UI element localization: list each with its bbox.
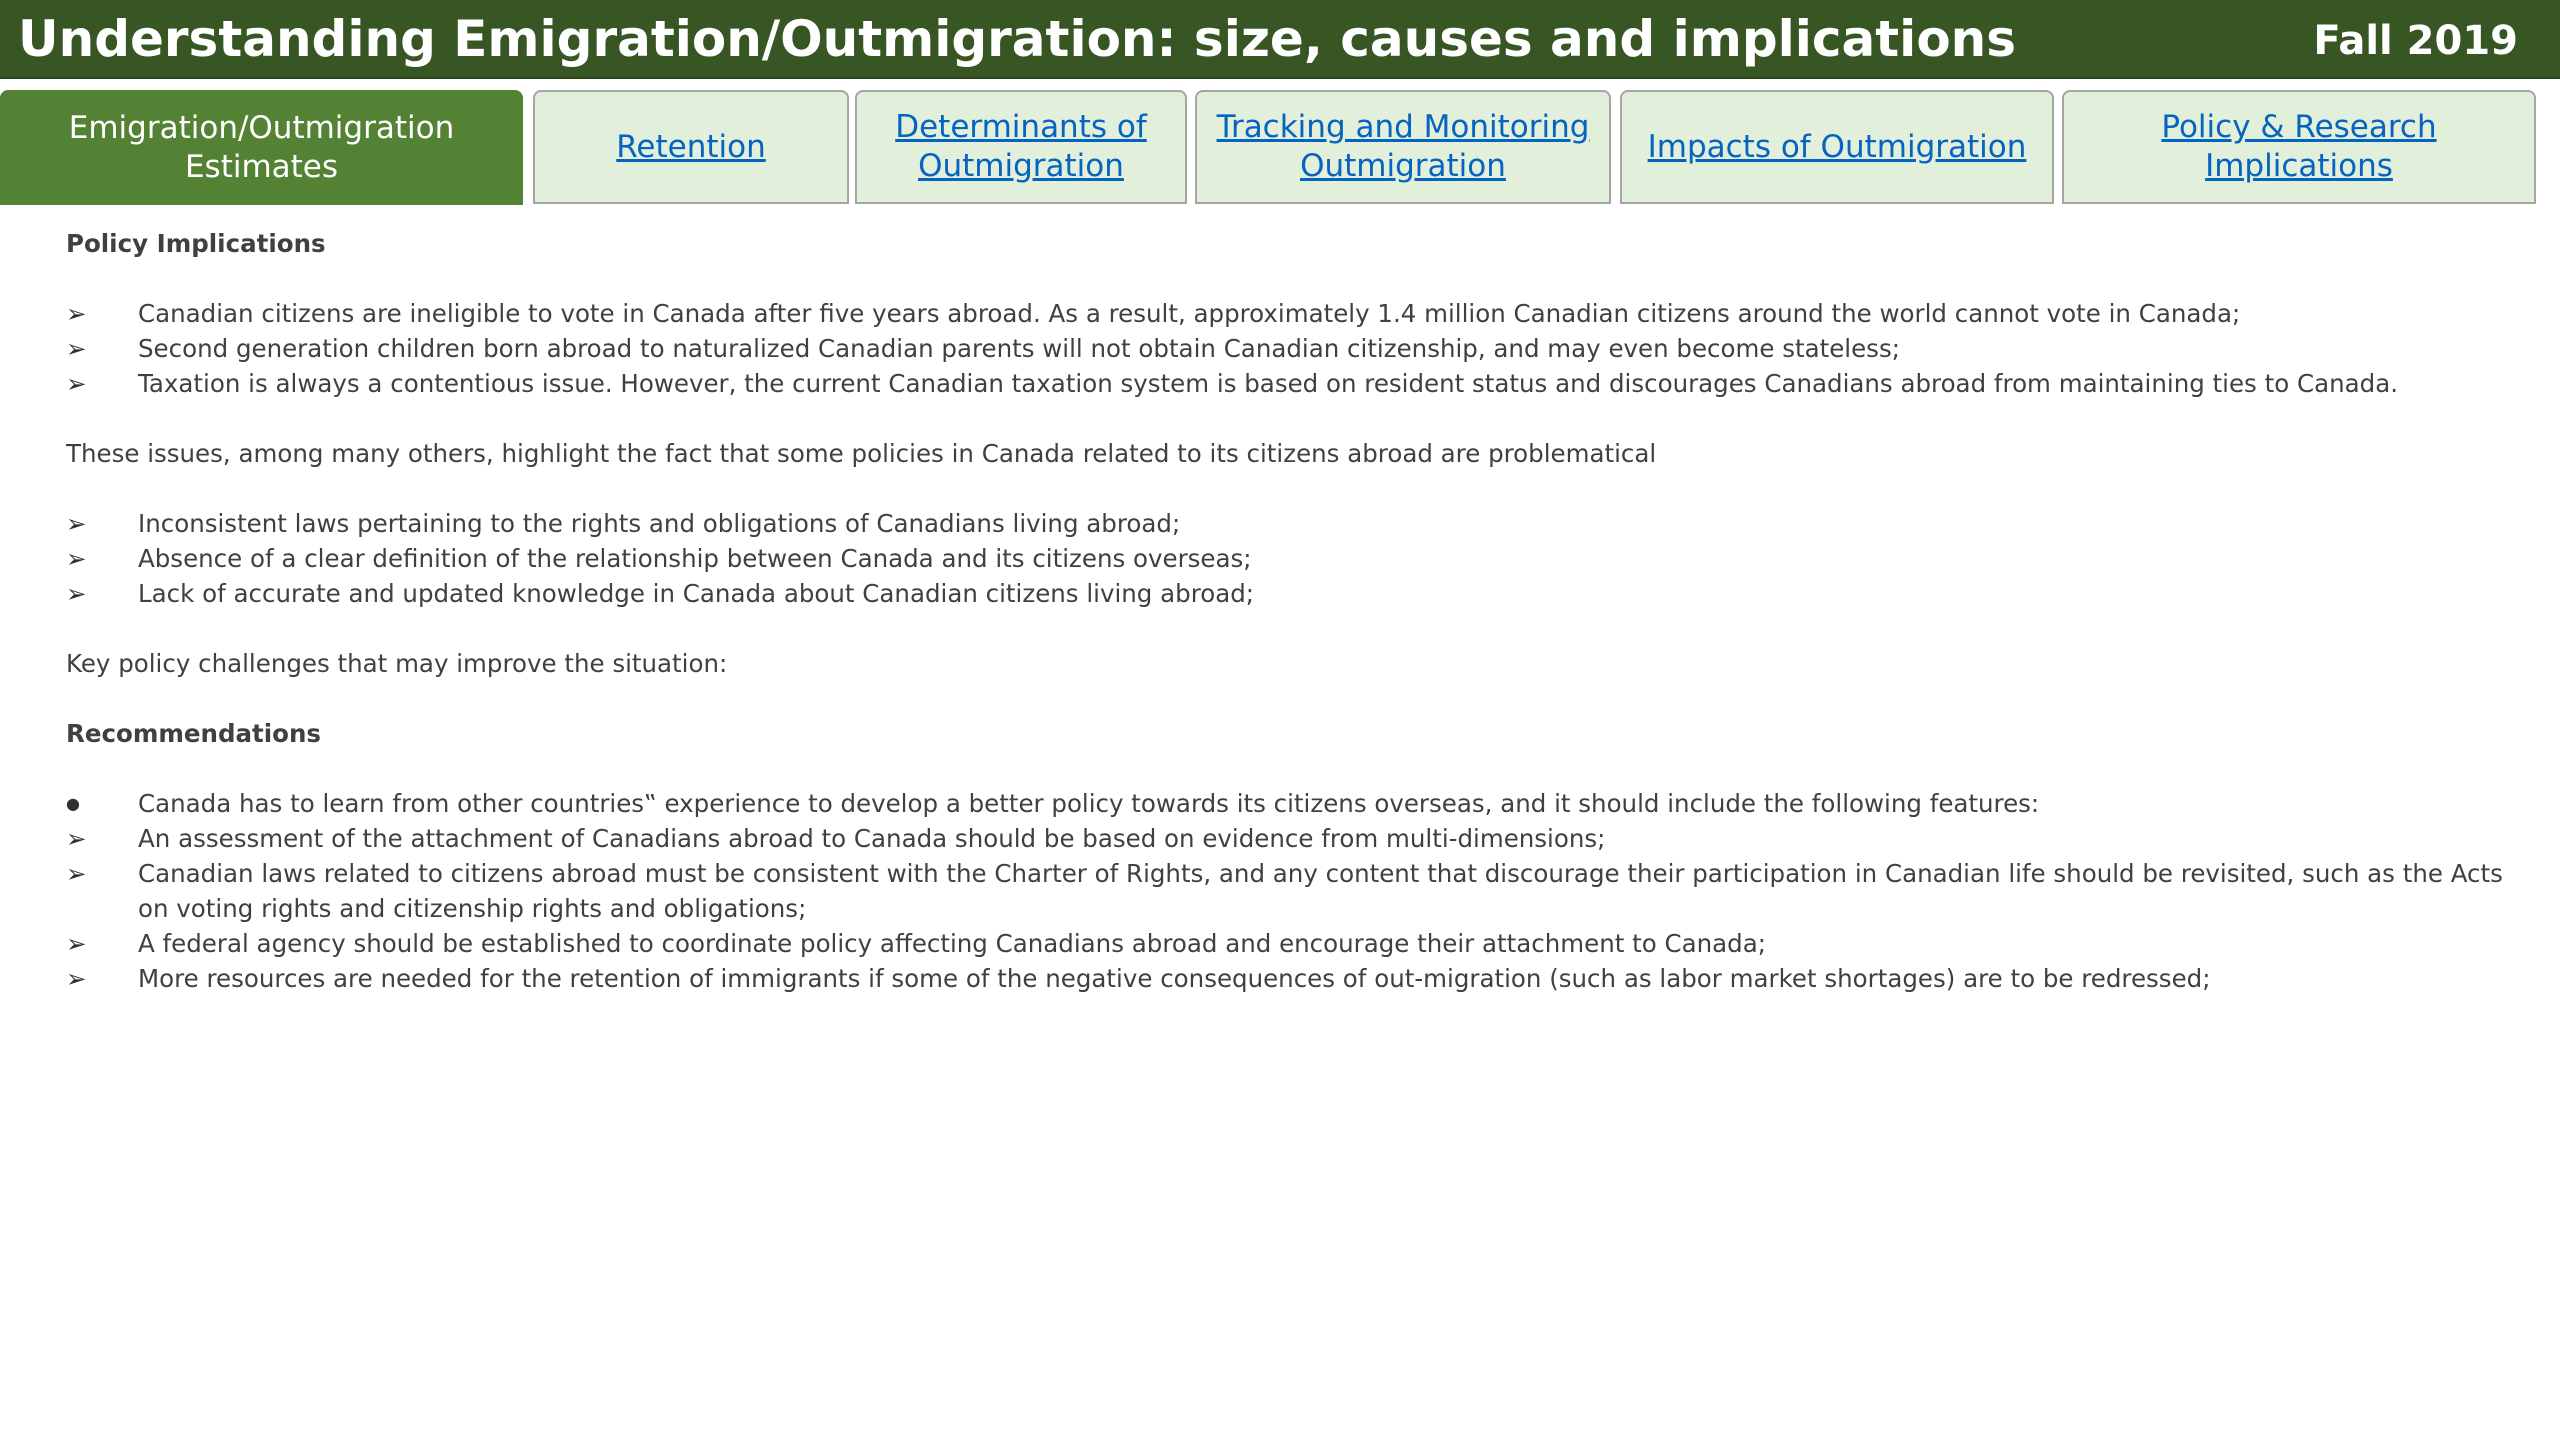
list-item bbox=[66, 366, 2536, 401]
recommendations-bullet-list bbox=[66, 786, 2536, 996]
policy-bullet-list bbox=[66, 296, 2536, 401]
list-item bbox=[66, 821, 2536, 856]
issues-paragraph: These issues, among many others, highlight the fact that some policies in Canada related to its citizens abroad are problematical bbox=[66, 439, 1657, 468]
list-item-text: More resources are needed for the retention of immigrants if some of the negative consequences of out-migration (such as labor market shortages) are to be redressed; bbox=[138, 964, 2211, 993]
page-title: Understanding Emigration/Outmigration: size, causes and implications bbox=[18, 10, 2017, 68]
list-item-text: Second generation children born abroad to naturalized Canadian parents will not obtain Canadian citizenship, and may even become stateless; bbox=[138, 334, 1900, 363]
arrow-bullet-icon: ➢ bbox=[66, 824, 87, 853]
list-item bbox=[66, 506, 2536, 541]
tab-retention[interactable] bbox=[533, 90, 849, 204]
main-content bbox=[66, 226, 2536, 996]
list-item bbox=[66, 331, 2536, 366]
list-item bbox=[66, 786, 2536, 821]
list-item-text: A federal agency should be established to coordinate policy affecting Canadians abroad and encourage their attachment to Canada; bbox=[138, 929, 1767, 958]
tab-label: Retention bbox=[616, 128, 766, 165]
list-item-text: Absence of a clear definition of the relationship between Canada and its citizens overseas; bbox=[138, 544, 1252, 573]
list-item-text: Lack of accurate and updated knowledge in Canada about Canadian citizens living abroad; bbox=[138, 579, 1255, 608]
page-date: Fall 2019 bbox=[2313, 18, 2518, 64]
list-item bbox=[66, 856, 2536, 926]
arrow-bullet-icon: ➢ bbox=[66, 509, 87, 538]
tab-label: Emigration/Outmigration Estimates bbox=[68, 109, 455, 185]
page-header bbox=[0, 0, 2560, 79]
tab-label: Tracking and Monitoring Outmigration bbox=[1216, 109, 1590, 184]
tab-tracking-monitoring[interactable] bbox=[1195, 90, 1611, 204]
list-item-text: Canada has to learn from other countries‟ experience to develop a better policy towards its citizens overseas, and it should include the following features: bbox=[138, 789, 2040, 818]
challenges-paragraph: Key policy challenges that may improve the situation: bbox=[66, 649, 728, 678]
list-item bbox=[66, 541, 2536, 576]
tab-impacts[interactable] bbox=[1620, 90, 2054, 204]
list-item bbox=[66, 961, 2536, 996]
recommendations-heading: Recommendations bbox=[66, 719, 321, 748]
list-item-text: Inconsistent laws pertaining to the rights and obligations of Canadians living abroad; bbox=[138, 509, 1181, 538]
tab-determinants[interactable] bbox=[855, 90, 1187, 204]
tab-policy-research[interactable] bbox=[2062, 90, 2536, 204]
issues-bullet-list bbox=[66, 506, 2536, 611]
policy-implications-heading: Policy Implications bbox=[66, 229, 326, 258]
arrow-bullet-icon: ➢ bbox=[66, 964, 87, 993]
arrow-bullet-icon: ➢ bbox=[66, 369, 87, 398]
tab-label: Policy & Research Implications bbox=[2161, 109, 2437, 184]
list-item-text: Canadian laws related to citizens abroad must be consistent with the Charter of Rights, and any content that discourage their participation in Canadian life should be revisited, such as the Acts on voting rights and citizenship rights and obligations; bbox=[138, 859, 2503, 923]
list-item-text: An assessment of the attachment of Canadians abroad to Canada should be based on evidence from multi-dimensions; bbox=[138, 824, 1606, 853]
list-item bbox=[66, 296, 2536, 331]
arrow-bullet-icon: ➢ bbox=[66, 929, 87, 958]
dot-bullet-icon: ● bbox=[66, 794, 80, 813]
list-item-text: Taxation is always a contentious issue. However, the current Canadian taxation system is based on resident status and discourages Canadians abroad from maintaining ties to Canada. bbox=[138, 369, 2398, 398]
tab-label: Impacts of Outmigration bbox=[1647, 128, 2027, 165]
list-item bbox=[66, 576, 2536, 611]
arrow-bullet-icon: ➢ bbox=[66, 859, 87, 888]
tab-label: Determinants of Outmigration bbox=[895, 109, 1147, 184]
arrow-bullet-icon: ➢ bbox=[66, 299, 87, 328]
list-item-text: Canadian citizens are ineligible to vote in Canada after five years abroad. As a result, approximately 1.4 million Canadian citizens around the world cannot vote in Canada; bbox=[138, 299, 2241, 328]
arrow-bullet-icon: ➢ bbox=[66, 579, 87, 608]
arrow-bullet-icon: ➢ bbox=[66, 334, 87, 363]
arrow-bullet-icon: ➢ bbox=[66, 544, 87, 573]
tab-emigration-estimates[interactable] bbox=[0, 90, 523, 205]
list-item bbox=[66, 926, 2536, 961]
